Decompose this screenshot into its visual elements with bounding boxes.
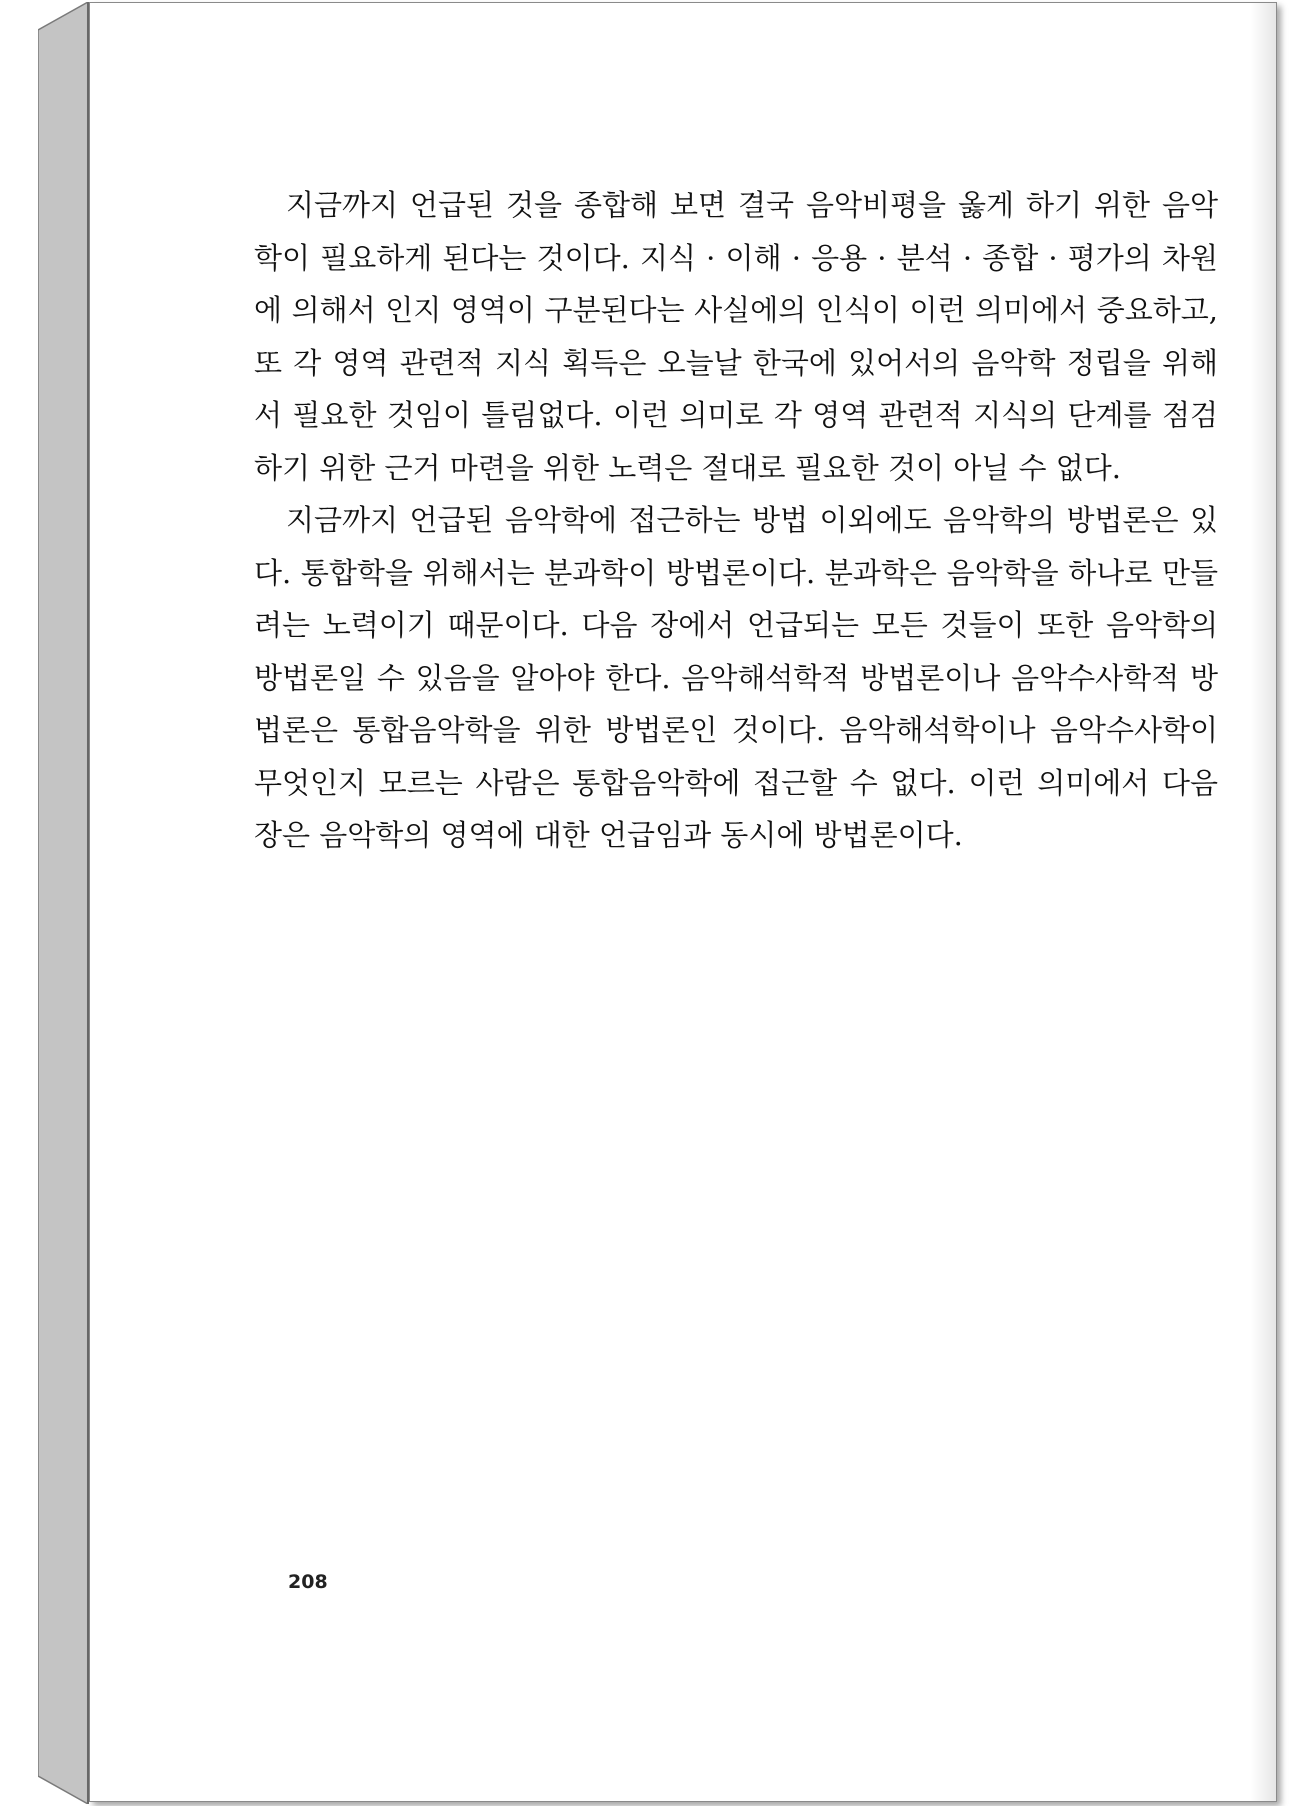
paragraph-1: 지금까지 언급된 것을 종합해 보면 결국 음악비평을 옳게 하기 위한 음악학이 필요하게 된다는 것이다. 지식 · 이해 · 응용 · 분석 · 종합 · 평가의 차원에 의해서 인지 영역이 구분된다는 사실에의 인식이 이런 의미에서 중요하고, 또 각 영역 관련적 지식 획득은 오늘날 한국에 있어서의 음악학 정립을 위해서 필요한 것임이 틀림없다. 이런 의미로 각 영역 관련적 지식의 단계를 점검하기 위한 근거 마련을 위한 노력은 절대로 필요한 것이 아닐 수 없다. bbox=[254, 188, 1218, 485]
book-spine bbox=[38, 2, 90, 1804]
page-number: 208 bbox=[288, 1571, 328, 1593]
body-text bbox=[254, 179, 1218, 862]
paragraph-2: 지금까지 언급된 음악학에 접근하는 방법 이외에도 음악학의 방법론은 있다. 통합학을 위해서는 분과학이 방법론이다. 분과학은 음악학을 하나로 만들려는 노력이기 때문이다. 다음 장에서 언급되는 모든 것들이 또한 음악학의 방법론일 수 있음을 알아야 한다. 음악해석학적 방법론이나 음악수사학적 방법론은 통합음악학을 위한 방법론인 것이다. 음악해석학이나 음악수사학이 무엇인지 모르는 사람은 통합음악학에 접근할 수 없다. 이런 의미에서 다음 장은 음악학의 영역에 대한 언급임과 동시에 방법론이다. bbox=[254, 503, 1218, 852]
page-edge-shadow bbox=[1250, 3, 1276, 1801]
book-page bbox=[89, 2, 1277, 1802]
